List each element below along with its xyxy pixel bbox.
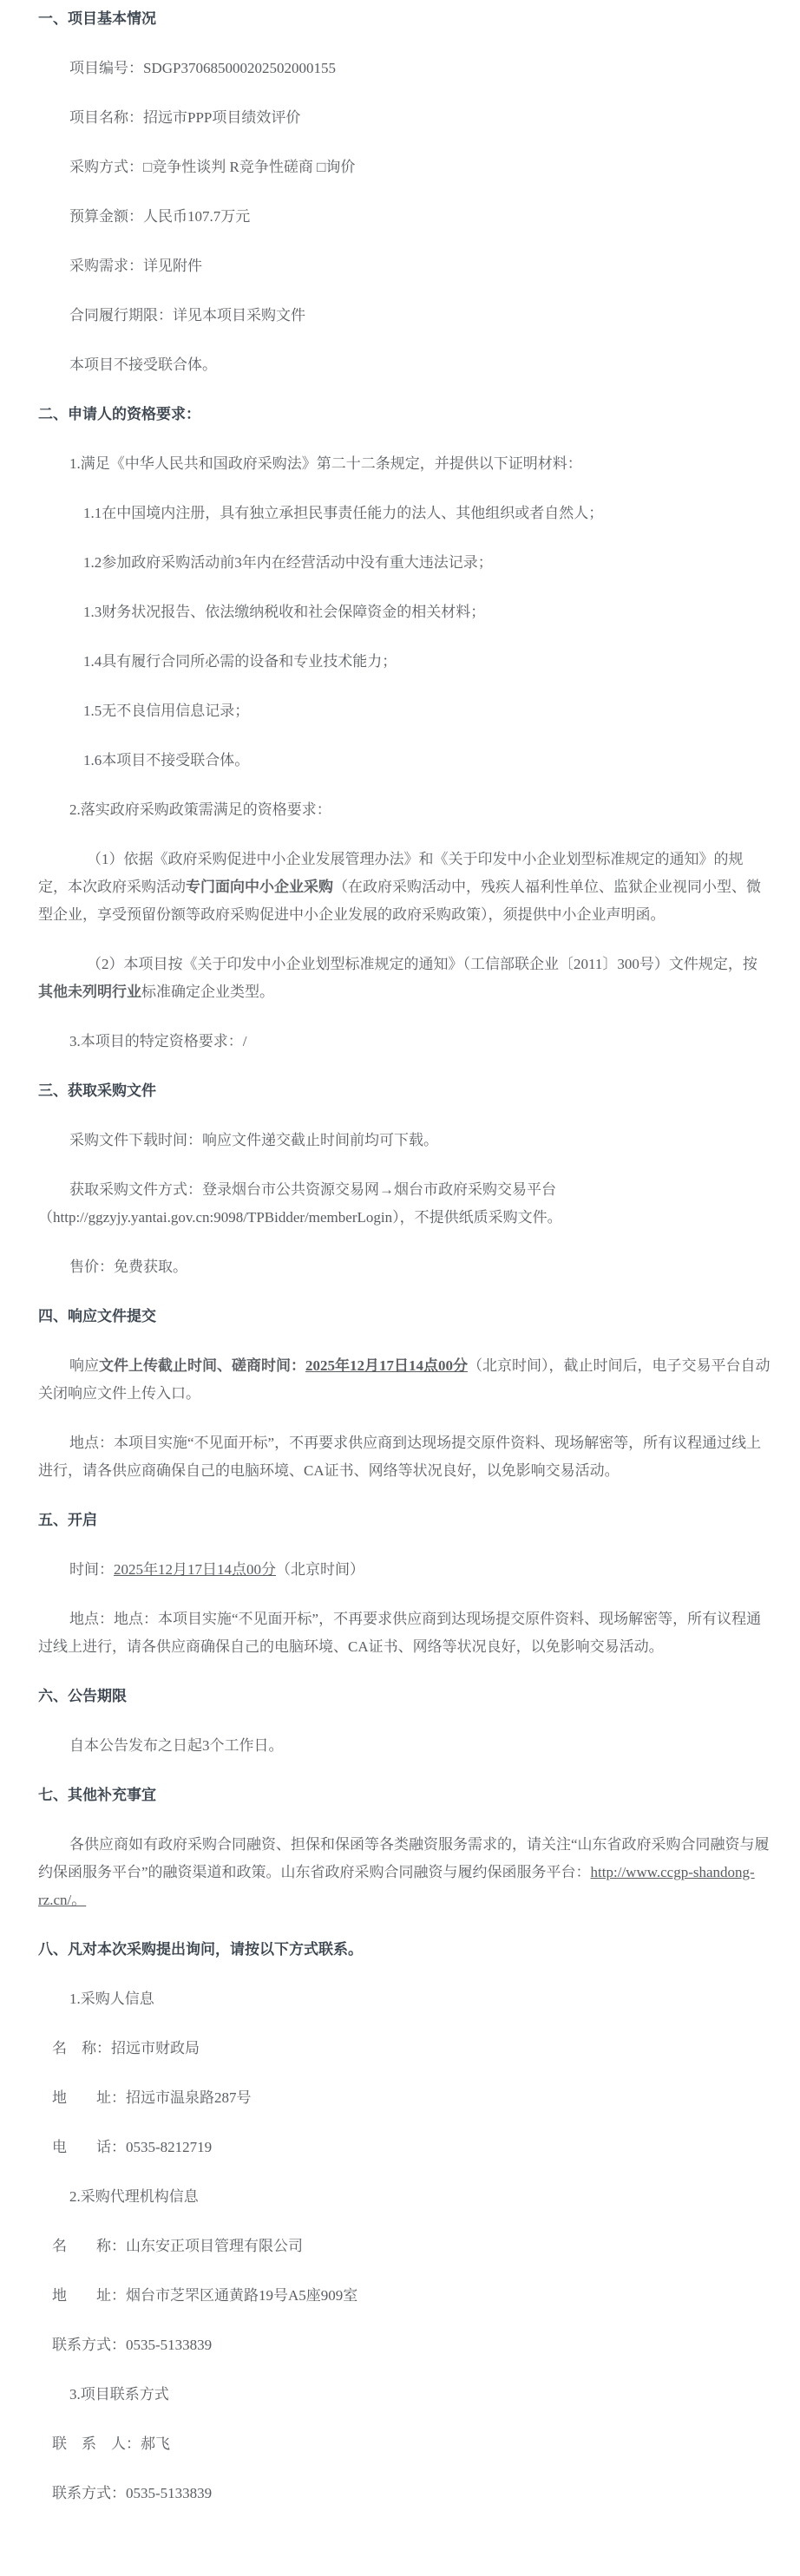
agency-name: 名 称：山东安正项目管理有限公司 [52,2238,303,2254]
agency-address: 地 址：烟台市芝罘区通黄路19号A5座909室 [52,2287,358,2304]
contract-term: 合同履行期限：详见本项目采购文件 [69,307,305,324]
deadline-text-a: 响应 [69,1357,99,1374]
qualification-item-3: 3.本项目的特定资格要求：/ [69,1033,247,1049]
announcement-period: 自本公告发布之日起3个工作日。 [69,1737,284,1754]
agency-info-title: 2.采购代理机构信息 [69,2188,199,2205]
opening-location: 地点：地点：本项目实施“不见面开标”，不再要求供应商到达现场提交原件资料、现场解密等，所有议程通过线上进行，请各供应商确保自己的电脑环境、CA证书、网络等状况良好，以免影响交易活动。 [38,1611,762,1655]
section-4-heading: 四、响应文件提交 [38,1308,156,1324]
project-contact-phone: 联系方式：0535-5133839 [52,2485,213,2501]
qualification-item-1: 1.满足《中华人民共和国政府采购法》第二十二条规定，并提供以下证明材料： [69,455,582,472]
financing-platform-link[interactable]: http://www.ccgp-shandong-rz.cn/。 [38,1864,755,1908]
document-access-method: 获取采购文件方式：登录烟台市公共资源交易网→烟台市政府采购交易平台（http://ggzyjy.yantai.gov.cn:9098/TPBidder/memberLogin），不提供纸质采购文件。 [38,1181,562,1226]
section-5-heading: 五、开启 [38,1512,97,1528]
opening-datetime: 2025年12月17日14点00分 [114,1561,276,1578]
purchaser-address: 地 址：招远市温泉路287号 [52,2089,252,2106]
opening-time [38,1556,770,1584]
policy-2-industry-bold: 其他未列明行业 [38,984,141,1000]
section-3-heading: 三、获取采购文件 [38,1082,156,1099]
project-contact-person: 联 系 人：郝飞 [52,2435,170,2452]
financing-notice [38,1831,770,1914]
purchaser-phone: 电 话：0535-8212719 [52,2139,213,2155]
policy-1-sme-bold: 专门面向中小企业采购 [186,879,333,895]
qualification-item-2: 2.落实政府采购政策需满足的资格要求： [69,801,331,818]
project-name: 项目名称：招远市PPP项目绩效评价 [69,109,301,126]
document-price: 售价：免费获取。 [69,1259,187,1275]
document-download-time: 采购文件下载时间：响应文件递交截止时间前均可下载。 [69,1132,438,1148]
policy-paragraph-2 [38,951,770,1006]
policy-1-text-a: （1）依据《政府采购促进中小企业发展管理办法》和《关于印发中小企业划型标准规定的通知》的规定，本次政府采购活动 [38,851,744,895]
procurement-method: 采购方式：□竞争性谈判 R竞争性磋商 □询价 [69,159,356,175]
opening-time-suffix: （北京时间） [276,1561,364,1578]
section-8-heading: 八、凡对本次采购提出询问，请按以下方式联系。 [38,1941,363,1958]
qualification-sub-1-2: 1.2参加政府采购活动前3年内在经营活动中没有重大违法记录； [83,554,493,571]
purchaser-name: 名 称：招远市财政局 [52,2040,200,2056]
budget-amount: 预算金额：人民币107.7万元 [69,208,251,225]
section-2-heading: 二、申请人的资格要求： [38,406,200,422]
purchaser-info-title: 1.采购人信息 [69,1991,154,2007]
section-6-heading: 六、公告期限 [38,1688,127,1704]
qualification-sub-1-5: 1.5无不良信用信息记录； [83,703,250,719]
agency-contact: 联系方式：0535-5133839 [52,2337,213,2353]
project-number: 项目编号：SDGP370685000202502000155 [69,60,336,76]
section-7-heading: 七、其他补充事宜 [38,1787,156,1803]
qualification-sub-1-3: 1.3财务状况报告、依法缴纳税收和社会保障资金的相关材料； [83,604,486,620]
policy-2-text-a: （2）本项目按《关于印发中小企业划型标准规定的通知》（工信部联企业〔2011〕300号）文件规定，按 [87,956,757,972]
policy-2-text-c: 标准确定企业类型。 [141,984,274,1000]
no-consortium-note: 本项目不接受联合体。 [69,356,217,373]
deadline-text-d: （北京时间），截止时间后，电子交易平台自动关闭响应文件上传入口。 [38,1357,770,1402]
qualification-sub-1-6: 1.6本项目不接受联合体。 [83,752,250,768]
submission-location: 地点：本项目实施“不见面开标”，不再要求供应商到达现场提交原件资料、现场解密等，所有议程通过线上进行，请各供应商确保自己的电脑环境、CA证书、网络等状况良好，以免影响交易活动。 [38,1435,762,1479]
policy-paragraph-1 [38,846,770,929]
deadline-label-bold: 文件上传截止时间、磋商时间： [99,1357,305,1374]
policy-1-text-c: （在政府采购活动中，残疾人福利性单位、监狱企业视同小型、微型企业，享受预留份额等政府采购促进中小企业发展的政府采购政策），须提供中小企业声明函。 [38,879,761,923]
project-contact-title: 3.项目联系方式 [69,2386,169,2403]
qualification-sub-1-4: 1.4具有履行合同所必需的设备和专业技术能力； [83,653,397,670]
section-1-heading: 一、项目基本情况 [38,10,156,27]
submission-deadline [38,1352,770,1408]
financing-notice-text: 各供应商如有政府采购合同融资、担保和保函等各类融资服务需求的，请关注“山东省政府采购合同融资与履约保函服务平台”的融资渠道和政策。山东省政府采购合同融资与履约保函服务平台： [38,1836,770,1880]
qualification-sub-1-1: 1.1在中国境内注册，具有独立承担民事责任能力的法人、其他组织或者自然人； [83,505,604,521]
deadline-datetime: 2025年12月17日14点00分 [305,1357,468,1374]
procurement-requirements: 采购需求：详见附件 [69,258,202,274]
opening-time-label: 时间： [69,1561,114,1578]
